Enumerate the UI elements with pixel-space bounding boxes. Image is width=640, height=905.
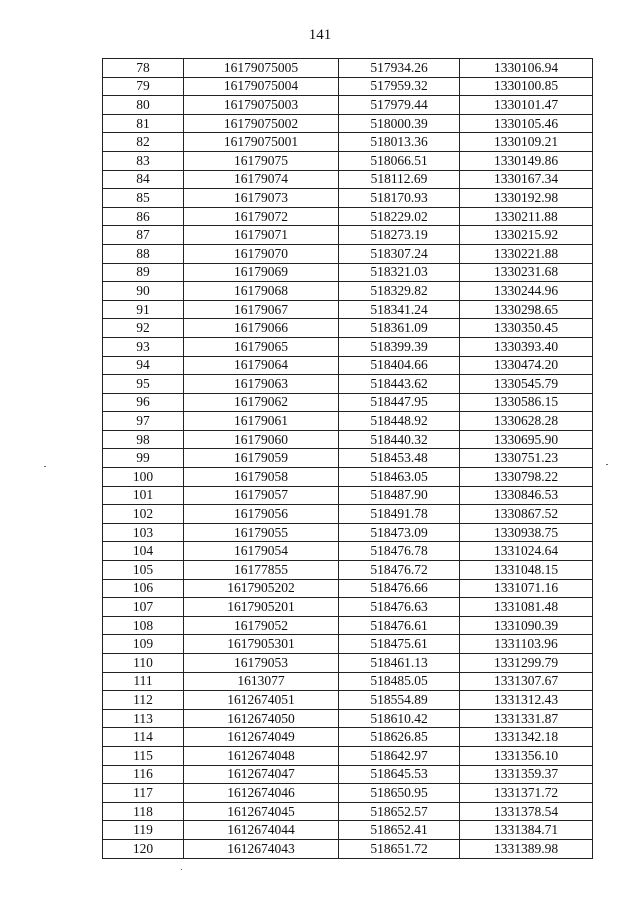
point-number-cell: 101 — [103, 486, 184, 505]
point-code-cell: 16179074 — [184, 170, 339, 189]
point-number-cell: 89 — [103, 263, 184, 282]
point-code-cell: 16179058 — [184, 468, 339, 487]
x-coordinate-cell: 518651.72 — [339, 839, 460, 858]
point-code-cell: 1612674048 — [184, 746, 339, 765]
point-code-cell: 1617905301 — [184, 635, 339, 654]
x-coordinate-cell: 518229.02 — [339, 207, 460, 226]
point-number-cell: 118 — [103, 802, 184, 821]
point-code-cell: 16179069 — [184, 263, 339, 282]
y-coordinate-cell: 1330192.98 — [460, 189, 593, 208]
y-coordinate-cell: 1330938.75 — [460, 523, 593, 542]
table-row — [103, 672, 593, 691]
point-code-cell: 16179068 — [184, 282, 339, 301]
x-coordinate-cell: 518476.72 — [339, 561, 460, 580]
point-number-cell: 83 — [103, 151, 184, 170]
table-row — [103, 821, 593, 840]
y-coordinate-cell: 1331384.71 — [460, 821, 593, 840]
x-coordinate-cell: 518487.90 — [339, 486, 460, 505]
point-code-cell: 1612674045 — [184, 802, 339, 821]
point-code-cell: 16179072 — [184, 207, 339, 226]
y-coordinate-cell: 1331312.43 — [460, 691, 593, 710]
point-code-cell: 16179075004 — [184, 77, 339, 96]
table-row — [103, 561, 593, 580]
table-row — [103, 728, 593, 747]
x-coordinate-cell: 518610.42 — [339, 709, 460, 728]
y-coordinate-cell: 1331389.98 — [460, 839, 593, 858]
x-coordinate-cell: 518461.13 — [339, 654, 460, 673]
point-number-cell: 81 — [103, 114, 184, 133]
point-code-cell: 16179071 — [184, 226, 339, 245]
table-row — [103, 412, 593, 431]
point-number-cell: 90 — [103, 282, 184, 301]
x-coordinate-cell: 518404.66 — [339, 356, 460, 375]
y-coordinate-cell: 1330105.46 — [460, 114, 593, 133]
y-coordinate-cell: 1331342.18 — [460, 728, 593, 747]
coordinates-table-body — [103, 59, 593, 859]
point-number-cell: 92 — [103, 319, 184, 338]
y-coordinate-cell: 1330298.65 — [460, 300, 593, 319]
y-coordinate-cell: 1330167.34 — [460, 170, 593, 189]
y-coordinate-cell: 1330545.79 — [460, 375, 593, 394]
x-coordinate-cell: 518463.05 — [339, 468, 460, 487]
x-coordinate-cell: 518473.09 — [339, 523, 460, 542]
point-number-cell: 105 — [103, 561, 184, 580]
point-code-cell: 1612674049 — [184, 728, 339, 747]
point-number-cell: 78 — [103, 59, 184, 78]
point-code-cell: 16179075001 — [184, 133, 339, 152]
y-coordinate-cell: 1330211.88 — [460, 207, 593, 226]
table-row — [103, 449, 593, 468]
x-coordinate-cell: 518626.85 — [339, 728, 460, 747]
x-coordinate-cell: 518476.63 — [339, 598, 460, 617]
y-coordinate-cell: 1331331.87 — [460, 709, 593, 728]
scan-speck — [181, 869, 182, 870]
y-coordinate-cell: 1330101.47 — [460, 96, 593, 115]
table-row — [103, 59, 593, 78]
point-code-cell: 1617905202 — [184, 579, 339, 598]
point-number-cell: 111 — [103, 672, 184, 691]
point-number-cell: 107 — [103, 598, 184, 617]
point-number-cell: 112 — [103, 691, 184, 710]
table-row — [103, 300, 593, 319]
y-coordinate-cell: 1330100.85 — [460, 77, 593, 96]
table-row — [103, 263, 593, 282]
y-coordinate-cell: 1331307.67 — [460, 672, 593, 691]
point-code-cell: 1612674047 — [184, 765, 339, 784]
table-row — [103, 189, 593, 208]
x-coordinate-cell: 518650.95 — [339, 784, 460, 803]
table-row — [103, 486, 593, 505]
x-coordinate-cell: 518170.93 — [339, 189, 460, 208]
point-number-cell: 119 — [103, 821, 184, 840]
point-code-cell: 16177855 — [184, 561, 339, 580]
point-code-cell: 16179063 — [184, 375, 339, 394]
point-code-cell: 16179075005 — [184, 59, 339, 78]
x-coordinate-cell: 518066.51 — [339, 151, 460, 170]
point-code-cell: 1612674044 — [184, 821, 339, 840]
point-code-cell: 16179065 — [184, 337, 339, 356]
scan-speck — [44, 466, 46, 467]
y-coordinate-cell: 1331356.10 — [460, 746, 593, 765]
table-row — [103, 635, 593, 654]
table-row — [103, 765, 593, 784]
point-code-cell: 16179064 — [184, 356, 339, 375]
x-coordinate-cell: 518341.24 — [339, 300, 460, 319]
table-row — [103, 356, 593, 375]
x-coordinate-cell: 518013.36 — [339, 133, 460, 152]
point-code-cell: 16179057 — [184, 486, 339, 505]
point-number-cell: 114 — [103, 728, 184, 747]
point-number-cell: 110 — [103, 654, 184, 673]
table-row — [103, 616, 593, 635]
point-code-cell: 1617905201 — [184, 598, 339, 617]
y-coordinate-cell: 1331299.79 — [460, 654, 593, 673]
x-coordinate-cell: 518476.66 — [339, 579, 460, 598]
x-coordinate-cell: 517934.26 — [339, 59, 460, 78]
page-number: 141 — [308, 27, 332, 43]
point-number-cell: 87 — [103, 226, 184, 245]
table-row — [103, 468, 593, 487]
point-code-cell: 16179053 — [184, 654, 339, 673]
y-coordinate-cell: 1330695.90 — [460, 430, 593, 449]
x-coordinate-cell: 518321.03 — [339, 263, 460, 282]
point-number-cell: 117 — [103, 784, 184, 803]
point-number-cell: 80 — [103, 96, 184, 115]
point-number-cell: 82 — [103, 133, 184, 152]
table-row — [103, 114, 593, 133]
x-coordinate-cell: 518448.92 — [339, 412, 460, 431]
table-row — [103, 709, 593, 728]
point-code-cell: 1612674046 — [184, 784, 339, 803]
x-coordinate-cell: 518475.61 — [339, 635, 460, 654]
x-coordinate-cell: 518652.57 — [339, 802, 460, 821]
y-coordinate-cell: 1330215.92 — [460, 226, 593, 245]
point-number-cell: 106 — [103, 579, 184, 598]
table-row — [103, 746, 593, 765]
point-number-cell: 86 — [103, 207, 184, 226]
table-row — [103, 244, 593, 263]
point-number-cell: 113 — [103, 709, 184, 728]
table-row — [103, 170, 593, 189]
x-coordinate-cell: 518447.95 — [339, 393, 460, 412]
point-code-cell: 16179073 — [184, 189, 339, 208]
point-number-cell: 108 — [103, 616, 184, 635]
point-number-cell: 97 — [103, 412, 184, 431]
x-coordinate-cell: 518476.78 — [339, 542, 460, 561]
x-coordinate-cell: 518361.09 — [339, 319, 460, 338]
point-number-cell: 102 — [103, 505, 184, 524]
y-coordinate-cell: 1331371.72 — [460, 784, 593, 803]
y-coordinate-cell: 1331378.54 — [460, 802, 593, 821]
x-coordinate-cell: 518000.39 — [339, 114, 460, 133]
y-coordinate-cell: 1330798.22 — [460, 468, 593, 487]
table-row — [103, 151, 593, 170]
point-number-cell: 99 — [103, 449, 184, 468]
y-coordinate-cell: 1330244.96 — [460, 282, 593, 301]
table-row — [103, 505, 593, 524]
point-number-cell: 95 — [103, 375, 184, 394]
x-coordinate-cell: 518440.32 — [339, 430, 460, 449]
point-number-cell: 115 — [103, 746, 184, 765]
point-code-cell: 16179052 — [184, 616, 339, 635]
point-number-cell: 79 — [103, 77, 184, 96]
y-coordinate-cell: 1331071.16 — [460, 579, 593, 598]
point-code-cell: 1612674051 — [184, 691, 339, 710]
point-code-cell: 16179075 — [184, 151, 339, 170]
point-number-cell: 88 — [103, 244, 184, 263]
table-row — [103, 375, 593, 394]
point-code-cell: 16179054 — [184, 542, 339, 561]
y-coordinate-cell: 1331359.37 — [460, 765, 593, 784]
point-code-cell: 1612674043 — [184, 839, 339, 858]
table-row — [103, 207, 593, 226]
point-number-cell: 94 — [103, 356, 184, 375]
x-coordinate-cell: 518112.69 — [339, 170, 460, 189]
point-code-cell: 16179075003 — [184, 96, 339, 115]
table-row — [103, 96, 593, 115]
table-row — [103, 523, 593, 542]
table-row — [103, 802, 593, 821]
point-code-cell: 16179055 — [184, 523, 339, 542]
table-row — [103, 133, 593, 152]
table-row — [103, 691, 593, 710]
point-code-cell: 16179067 — [184, 300, 339, 319]
y-coordinate-cell: 1330393.40 — [460, 337, 593, 356]
y-coordinate-cell: 1330149.86 — [460, 151, 593, 170]
scan-speck — [606, 464, 608, 465]
point-code-cell: 16179060 — [184, 430, 339, 449]
table-row — [103, 542, 593, 561]
point-code-cell: 16179061 — [184, 412, 339, 431]
point-code-cell: 1612674050 — [184, 709, 339, 728]
x-coordinate-cell: 518443.62 — [339, 375, 460, 394]
point-number-cell: 120 — [103, 839, 184, 858]
table-row — [103, 393, 593, 412]
table-row — [103, 579, 593, 598]
y-coordinate-cell: 1330109.21 — [460, 133, 593, 152]
point-number-cell: 103 — [103, 523, 184, 542]
y-coordinate-cell: 1331081.48 — [460, 598, 593, 617]
point-code-cell: 16179075002 — [184, 114, 339, 133]
y-coordinate-cell: 1330106.94 — [460, 59, 593, 78]
y-coordinate-cell: 1330751.23 — [460, 449, 593, 468]
table-row — [103, 77, 593, 96]
table-row — [103, 226, 593, 245]
x-coordinate-cell: 518476.61 — [339, 616, 460, 635]
x-coordinate-cell: 518399.39 — [339, 337, 460, 356]
x-coordinate-cell: 518307.24 — [339, 244, 460, 263]
point-code-cell: 16179062 — [184, 393, 339, 412]
table-row — [103, 839, 593, 858]
x-coordinate-cell: 518273.19 — [339, 226, 460, 245]
table-row — [103, 654, 593, 673]
point-code-cell: 16179070 — [184, 244, 339, 263]
y-coordinate-cell: 1331090.39 — [460, 616, 593, 635]
y-coordinate-cell: 1331048.15 — [460, 561, 593, 580]
point-code-cell: 16179056 — [184, 505, 339, 524]
point-code-cell: 16179066 — [184, 319, 339, 338]
y-coordinate-cell: 1331103.96 — [460, 635, 593, 654]
y-coordinate-cell: 1330586.15 — [460, 393, 593, 412]
point-number-cell: 109 — [103, 635, 184, 654]
point-number-cell: 96 — [103, 393, 184, 412]
x-coordinate-cell: 518485.05 — [339, 672, 460, 691]
point-code-cell: 16179059 — [184, 449, 339, 468]
y-coordinate-cell: 1330350.45 — [460, 319, 593, 338]
y-coordinate-cell: 1330231.68 — [460, 263, 593, 282]
point-number-cell: 85 — [103, 189, 184, 208]
x-coordinate-cell: 518642.97 — [339, 746, 460, 765]
coordinates-table — [102, 58, 593, 859]
table-row — [103, 319, 593, 338]
y-coordinate-cell: 1330846.53 — [460, 486, 593, 505]
x-coordinate-cell: 518491.78 — [339, 505, 460, 524]
y-coordinate-cell: 1331024.64 — [460, 542, 593, 561]
point-number-cell: 104 — [103, 542, 184, 561]
x-coordinate-cell: 518329.82 — [339, 282, 460, 301]
table-row — [103, 598, 593, 617]
table-row — [103, 337, 593, 356]
y-coordinate-cell: 1330221.88 — [460, 244, 593, 263]
y-coordinate-cell: 1330867.52 — [460, 505, 593, 524]
table-row — [103, 282, 593, 301]
x-coordinate-cell: 518645.53 — [339, 765, 460, 784]
point-code-cell: 1613077 — [184, 672, 339, 691]
table-row — [103, 430, 593, 449]
point-number-cell: 100 — [103, 468, 184, 487]
table-row — [103, 784, 593, 803]
point-number-cell: 93 — [103, 337, 184, 356]
point-number-cell: 84 — [103, 170, 184, 189]
point-number-cell: 98 — [103, 430, 184, 449]
x-coordinate-cell: 517979.44 — [339, 96, 460, 115]
point-number-cell: 116 — [103, 765, 184, 784]
x-coordinate-cell: 518554.89 — [339, 691, 460, 710]
x-coordinate-cell: 517959.32 — [339, 77, 460, 96]
point-number-cell: 91 — [103, 300, 184, 319]
y-coordinate-cell: 1330628.28 — [460, 412, 593, 431]
x-coordinate-cell: 518453.48 — [339, 449, 460, 468]
x-coordinate-cell: 518652.41 — [339, 821, 460, 840]
y-coordinate-cell: 1330474.20 — [460, 356, 593, 375]
